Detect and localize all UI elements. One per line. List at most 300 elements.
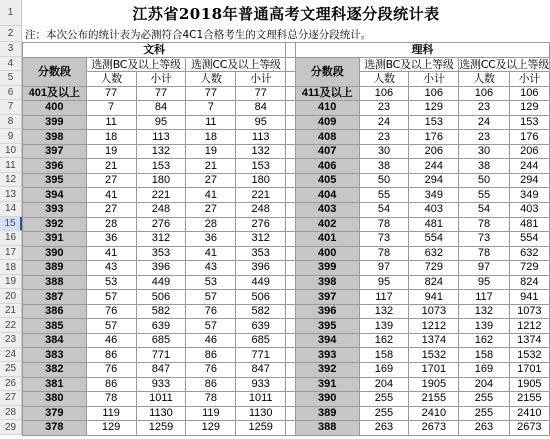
like-score-cell[interactable]: 390	[295, 392, 359, 407]
wenke-value-cell[interactable]: 27	[186, 203, 236, 218]
like-value-cell[interactable]: 2155	[409, 392, 459, 407]
gap-cell	[286, 246, 296, 261]
like-score-cell[interactable]: 410	[295, 101, 359, 116]
row-number[interactable]: 12	[0, 173, 22, 188]
wenke-score-cell[interactable]: 401及以上	[23, 86, 87, 101]
wenke-value-cell[interactable]: 7	[86, 101, 136, 116]
like-score-cell[interactable]: 405	[295, 173, 359, 188]
wenke-score-cell[interactable]: 381	[23, 377, 87, 392]
wenke-value-cell[interactable]: 276	[236, 217, 286, 232]
like-value-cell[interactable]: 78	[359, 246, 409, 261]
like-value-cell[interactable]: 106	[409, 86, 459, 101]
like-score-cell[interactable]: 408	[295, 130, 359, 145]
like-value-cell[interactable]: 117	[359, 290, 409, 305]
like-value-cell[interactable]: 23	[459, 130, 509, 145]
wenke-value-cell[interactable]: 248	[236, 203, 286, 218]
wenke-value-cell[interactable]: 21	[186, 159, 236, 174]
row-number[interactable]: 20	[0, 289, 22, 304]
wenke-value-cell[interactable]: 685	[236, 333, 286, 348]
wenke-value-cell[interactable]: 27	[186, 173, 236, 188]
wenke-value-cell[interactable]: 113	[236, 130, 286, 145]
wenke-cc-sum-header[interactable]: 小计	[236, 72, 286, 87]
wenke-value-cell[interactable]: 180	[236, 173, 286, 188]
row-number[interactable]: 6	[0, 86, 22, 101]
wenke-score-cell[interactable]: 378	[23, 421, 87, 436]
like-value-cell[interactable]: 244	[509, 159, 549, 174]
wenke-value-cell[interactable]: 18	[86, 130, 136, 145]
like-value-cell[interactable]: 38	[459, 159, 509, 174]
like-value-cell[interactable]: 1701	[509, 363, 549, 378]
row-number[interactable]: 3	[0, 42, 22, 57]
like-score-cell[interactable]: 391	[295, 377, 359, 392]
wenke-value-cell[interactable]: 53	[86, 275, 136, 290]
wenke-value-cell[interactable]: 771	[236, 348, 286, 363]
wenke-value-cell[interactable]: 36	[186, 232, 236, 247]
like-score-cell[interactable]: 388	[295, 421, 359, 436]
like-value-cell[interactable]: 50	[459, 173, 509, 188]
like-score-cell[interactable]: 404	[295, 188, 359, 203]
like-score-cell[interactable]: 400	[295, 246, 359, 261]
wenke-score-cell[interactable]: 379	[23, 406, 87, 421]
like-value-cell[interactable]: 255	[359, 392, 409, 407]
like-cc-sum-header[interactable]: 小计	[509, 72, 549, 87]
like-value-cell[interactable]: 554	[409, 232, 459, 247]
wenke-score-cell[interactable]: 399	[23, 115, 87, 130]
wenke-value-cell[interactable]: 77	[186, 86, 236, 101]
like-group-cc[interactable]: 选测CC及以上等级	[459, 57, 549, 71]
wenke-value-cell[interactable]: 11	[86, 115, 136, 130]
wenke-score-cell[interactable]: 383	[23, 348, 87, 363]
like-value-cell[interactable]: 263	[359, 421, 409, 436]
like-value-cell[interactable]: 1905	[409, 377, 459, 392]
row-number[interactable]: 26	[0, 377, 22, 392]
wenke-value-cell[interactable]: 153	[136, 159, 186, 174]
wenke-value-cell[interactable]: 57	[186, 319, 236, 334]
wenke-value-cell[interactable]: 639	[136, 319, 186, 334]
row-number[interactable]: 5	[0, 71, 22, 86]
wenke-value-cell[interactable]: 353	[136, 246, 186, 261]
like-value-cell[interactable]: 2673	[509, 421, 549, 436]
wenke-value-cell[interactable]: 582	[236, 304, 286, 319]
wenke-value-cell[interactable]: 276	[136, 217, 186, 232]
like-value-cell[interactable]: 349	[409, 188, 459, 203]
row-number[interactable]: 1	[0, 0, 22, 26]
like-score-cell[interactable]: 409	[295, 115, 359, 130]
wenke-value-cell[interactable]: 1259	[136, 421, 186, 436]
wenke-value-cell[interactable]: 685	[136, 333, 186, 348]
wenke-value-cell[interactable]: 36	[86, 232, 136, 247]
like-value-cell[interactable]: 95	[459, 275, 509, 290]
wenke-score-cell[interactable]: 395	[23, 173, 87, 188]
wenke-value-cell[interactable]: 248	[136, 203, 186, 218]
wenke-value-cell[interactable]: 1011	[236, 392, 286, 407]
wenke-value-cell[interactable]: 180	[136, 173, 186, 188]
wenke-value-cell[interactable]: 7	[186, 101, 236, 116]
wenke-value-cell[interactable]: 57	[186, 290, 236, 305]
wenke-value-cell[interactable]: 46	[86, 333, 136, 348]
row-number[interactable]: 11	[0, 158, 22, 173]
wenke-cc-count-header[interactable]: 人数	[186, 72, 236, 87]
like-value-cell[interactable]: 117	[459, 290, 509, 305]
row-number[interactable]: 24	[0, 348, 22, 363]
wenke-value-cell[interactable]: 76	[186, 363, 236, 378]
row-number[interactable]: 16	[0, 231, 22, 246]
sheet-title[interactable]: 江苏省2018年普通高考文理科逐分段统计表	[132, 4, 440, 23]
like-value-cell[interactable]: 1532	[509, 348, 549, 363]
like-value-cell[interactable]: 2673	[409, 421, 459, 436]
wenke-score-cell[interactable]: 390	[23, 246, 87, 261]
row-number[interactable]: 8	[0, 115, 22, 130]
wenke-value-cell[interactable]: 449	[136, 275, 186, 290]
like-value-cell[interactable]: 1212	[409, 319, 459, 334]
wenke-score-cell[interactable]: 384	[23, 333, 87, 348]
wenke-score-cell[interactable]: 398	[23, 130, 87, 145]
like-value-cell[interactable]: 24	[459, 115, 509, 130]
table-row	[23, 290, 550, 305]
score-table	[22, 42, 550, 436]
like-score-cell[interactable]: 392	[295, 363, 359, 378]
like-score-cell[interactable]: 397	[295, 290, 359, 305]
wenke-value-cell[interactable]: 11	[186, 115, 236, 130]
like-value-cell[interactable]: 481	[509, 217, 549, 232]
like-value-cell[interactable]: 941	[509, 290, 549, 305]
wenke-score-cell[interactable]: 394	[23, 188, 87, 203]
wenke-value-cell[interactable]: 847	[236, 363, 286, 378]
wenke-value-cell[interactable]: 95	[136, 115, 186, 130]
row-number[interactable]: 23	[0, 333, 22, 348]
row-number[interactable]: 21	[0, 304, 22, 319]
wenke-group-cc[interactable]: 选测CC及以上等级	[186, 57, 286, 72]
wenke-group-bc[interactable]: 选测BC及以上等级	[86, 57, 186, 72]
like-score-cell[interactable]: 406	[295, 159, 359, 174]
like-value-cell[interactable]: 2155	[509, 392, 549, 407]
like-value-cell[interactable]: 1905	[509, 377, 549, 392]
like-value-cell[interactable]: 349	[509, 188, 549, 203]
like-value-cell[interactable]: 1374	[509, 333, 549, 348]
wenke-value-cell[interactable]: 119	[186, 406, 236, 421]
wenke-score-cell[interactable]: 391	[23, 232, 87, 247]
like-value-cell[interactable]: 129	[409, 101, 459, 116]
like-value-cell[interactable]: 50	[359, 173, 409, 188]
wenke-value-cell[interactable]: 396	[136, 261, 186, 276]
like-score-cell[interactable]: 393	[295, 348, 359, 363]
like-value-cell[interactable]: 132	[359, 304, 409, 319]
wenke-value-cell[interactable]: 221	[236, 188, 286, 203]
like-score-cell[interactable]: 401	[295, 232, 359, 247]
like-value-cell[interactable]: 169	[459, 363, 509, 378]
like-value-cell[interactable]: 204	[459, 377, 509, 392]
like-score-cell[interactable]: 403	[295, 203, 359, 218]
wenke-value-cell[interactable]: 28	[86, 217, 136, 232]
row-number[interactable]: 29	[0, 420, 22, 435]
wenke-value-cell[interactable]: 53	[186, 275, 236, 290]
wenke-value-cell[interactable]: 132	[136, 144, 186, 159]
wenke-value-cell[interactable]: 19	[186, 144, 236, 159]
wenke-score-cell[interactable]: 387	[23, 290, 87, 305]
wenke-value-cell[interactable]: 312	[236, 232, 286, 247]
wenke-value-cell[interactable]: 132	[236, 144, 286, 159]
like-value-cell[interactable]: 54	[459, 203, 509, 218]
like-value-cell[interactable]: 403	[409, 203, 459, 218]
like-score-cell[interactable]: 395	[295, 319, 359, 334]
wenke-value-cell[interactable]: 1130	[236, 406, 286, 421]
like-value-cell[interactable]: 481	[409, 217, 459, 232]
like-value-cell[interactable]: 1374	[409, 333, 459, 348]
wenke-value-cell[interactable]: 86	[86, 348, 136, 363]
like-score-cell[interactable]: 411及以上	[295, 86, 359, 101]
like-value-cell[interactable]: 162	[359, 333, 409, 348]
wenke-value-cell[interactable]: 57	[86, 290, 136, 305]
like-value-cell[interactable]: 176	[509, 130, 549, 145]
wenke-value-cell[interactable]: 119	[86, 406, 136, 421]
row-number[interactable]: 19	[0, 275, 22, 290]
like-value-cell[interactable]: 632	[509, 246, 549, 261]
like-value-cell[interactable]: 403	[509, 203, 549, 218]
wenke-header[interactable]: 文科	[23, 43, 286, 58]
wenke-value-cell[interactable]: 76	[86, 363, 136, 378]
like-value-cell[interactable]: 95	[359, 275, 409, 290]
table-row	[23, 173, 550, 188]
like-value-cell[interactable]: 255	[359, 406, 409, 421]
like-score-cell[interactable]: 398	[295, 275, 359, 290]
wenke-value-cell[interactable]: 353	[236, 246, 286, 261]
wenke-score-cell[interactable]: 392	[23, 217, 87, 232]
like-score-cell[interactable]: 389	[295, 406, 359, 421]
like-bc-count-header[interactable]: 人数	[359, 72, 409, 87]
like-value-cell[interactable]: 38	[359, 159, 409, 174]
wenke-value-cell[interactable]: 847	[136, 363, 186, 378]
table-row	[23, 232, 550, 247]
like-seg-header[interactable]: 分数段	[295, 57, 359, 86]
like-value-cell[interactable]: 97	[359, 261, 409, 276]
wenke-value-cell[interactable]: 639	[236, 319, 286, 334]
wenke-value-cell[interactable]: 129	[86, 421, 136, 436]
wenke-value-cell[interactable]: 41	[86, 246, 136, 261]
row-number[interactable]: 28	[0, 406, 22, 421]
like-value-cell[interactable]: 1073	[509, 304, 549, 319]
wenke-value-cell[interactable]: 1130	[136, 406, 186, 421]
like-value-cell[interactable]: 97	[459, 261, 509, 276]
like-score-cell[interactable]: 396	[295, 304, 359, 319]
like-value-cell[interactable]: 941	[409, 290, 459, 305]
row-number[interactable]: 7	[0, 100, 22, 115]
wenke-score-cell[interactable]: 396	[23, 159, 87, 174]
wenke-value-cell[interactable]: 1259	[236, 421, 286, 436]
wenke-value-cell[interactable]: 76	[186, 304, 236, 319]
wenke-score-cell[interactable]: 397	[23, 144, 87, 159]
wenke-value-cell[interactable]: 933	[236, 377, 286, 392]
like-value-cell[interactable]: 106	[359, 86, 409, 101]
like-value-cell[interactable]: 632	[409, 246, 459, 261]
like-value-cell[interactable]: 729	[409, 261, 459, 276]
wenke-value-cell[interactable]: 18	[186, 130, 236, 145]
like-value-cell[interactable]: 2410	[509, 406, 549, 421]
like-value-cell[interactable]: 139	[359, 319, 409, 334]
wenke-value-cell[interactable]: 78	[86, 392, 136, 407]
table-row	[23, 217, 550, 232]
like-score-cell[interactable]: 402	[295, 217, 359, 232]
wenke-value-cell[interactable]: 19	[86, 144, 136, 159]
like-value-cell[interactable]: 294	[409, 173, 459, 188]
wenke-value-cell[interactable]: 86	[186, 348, 236, 363]
wenke-score-cell[interactable]: 393	[23, 203, 87, 218]
like-value-cell[interactable]: 153	[509, 115, 549, 130]
wenke-score-cell[interactable]: 388	[23, 275, 87, 290]
like-value-cell[interactable]: 729	[509, 261, 549, 276]
wenke-value-cell[interactable]: 95	[236, 115, 286, 130]
wenke-value-cell[interactable]: 77	[86, 86, 136, 101]
wenke-value-cell[interactable]: 506	[236, 290, 286, 305]
like-value-cell[interactable]: 206	[509, 144, 549, 159]
like-value-cell[interactable]: 23	[359, 101, 409, 116]
like-score-cell[interactable]: 407	[295, 144, 359, 159]
wenke-seg-header[interactable]: 分数段	[23, 57, 87, 86]
wenke-value-cell[interactable]: 41	[86, 188, 136, 203]
like-value-cell[interactable]: 1212	[509, 319, 549, 334]
wenke-value-cell[interactable]: 46	[186, 333, 236, 348]
like-value-cell[interactable]: 263	[459, 421, 509, 436]
wenke-value-cell[interactable]: 771	[136, 348, 186, 363]
wenke-value-cell[interactable]: 449	[236, 275, 286, 290]
wenke-value-cell[interactable]: 86	[86, 377, 136, 392]
row-number[interactable]: 15	[0, 217, 22, 232]
like-value-cell[interactable]: 23	[359, 130, 409, 145]
wenke-value-cell[interactable]: 84	[236, 101, 286, 116]
wenke-value-cell[interactable]: 77	[136, 86, 186, 101]
like-value-cell[interactable]: 24	[359, 115, 409, 130]
wenke-value-cell[interactable]: 1011	[136, 392, 186, 407]
like-score-cell[interactable]: 394	[295, 333, 359, 348]
like-value-cell[interactable]: 78	[359, 217, 409, 232]
wenke-value-cell[interactable]: 506	[136, 290, 186, 305]
wenke-value-cell[interactable]: 41	[186, 246, 236, 261]
like-value-cell[interactable]: 73	[359, 232, 409, 247]
row-number[interactable]: 4	[0, 57, 22, 72]
wenke-score-cell[interactable]: 389	[23, 261, 87, 276]
like-value-cell[interactable]: 162	[459, 333, 509, 348]
wenke-bc-count-header[interactable]: 人数	[86, 72, 136, 87]
gap-cell	[286, 232, 296, 247]
wenke-value-cell[interactable]: 84	[136, 101, 186, 116]
like-value-cell[interactable]: 294	[509, 173, 549, 188]
wenke-value-cell[interactable]: 221	[136, 188, 186, 203]
like-value-cell[interactable]: 206	[409, 144, 459, 159]
wenke-value-cell[interactable]: 28	[186, 217, 236, 232]
wenke-value-cell[interactable]: 43	[186, 261, 236, 276]
wenke-value-cell[interactable]: 312	[136, 232, 186, 247]
like-header[interactable]: 理科	[295, 43, 549, 58]
like-value-cell[interactable]: 1532	[409, 348, 459, 363]
wenke-score-cell[interactable]: 400	[23, 101, 87, 116]
like-value-cell[interactable]: 1073	[409, 304, 459, 319]
gap-cell	[286, 173, 296, 188]
like-value-cell[interactable]: 55	[359, 188, 409, 203]
wenke-score-cell[interactable]: 380	[23, 392, 87, 407]
like-value-cell[interactable]: 176	[409, 130, 459, 145]
wenke-score-cell[interactable]: 386	[23, 304, 87, 319]
gap-cell	[286, 421, 296, 436]
wenke-value-cell[interactable]: 396	[236, 261, 286, 276]
wenke-value-cell[interactable]: 76	[86, 304, 136, 319]
like-group-bc[interactable]: 选测BC及以上等级	[359, 57, 459, 72]
like-value-cell[interactable]: 54	[359, 203, 409, 218]
like-value-cell[interactable]: 78	[459, 246, 509, 261]
wenke-value-cell[interactable]: 57	[86, 319, 136, 334]
like-value-cell[interactable]: 2410	[409, 406, 459, 421]
table-row	[23, 421, 550, 436]
wenke-value-cell[interactable]: 153	[236, 159, 286, 174]
gap-cell	[286, 304, 296, 319]
like-value-cell[interactable]: 106	[509, 86, 549, 101]
like-value-cell[interactable]: 73	[459, 232, 509, 247]
row-number[interactable]: 2	[0, 26, 22, 42]
row-number[interactable]: 14	[0, 202, 22, 217]
like-value-cell[interactable]: 106	[459, 86, 509, 101]
wenke-value-cell[interactable]: 27	[86, 203, 136, 218]
like-value-cell[interactable]: 158	[459, 348, 509, 363]
like-value-cell[interactable]: 132	[459, 304, 509, 319]
row-number[interactable]: 17	[0, 246, 22, 261]
gap-cell	[286, 203, 296, 218]
wenke-value-cell[interactable]: 41	[186, 188, 236, 203]
wenke-value-cell[interactable]: 43	[86, 261, 136, 276]
like-score-cell[interactable]: 399	[295, 261, 359, 276]
row-number[interactable]: 22	[0, 318, 22, 333]
like-value-cell[interactable]: 244	[409, 159, 459, 174]
wenke-value-cell[interactable]: 78	[186, 392, 236, 407]
like-bc-sum-header[interactable]: 小计	[409, 72, 459, 87]
like-value-cell[interactable]: 78	[459, 217, 509, 232]
table-row	[23, 246, 550, 261]
like-value-cell[interactable]: 158	[359, 348, 409, 363]
like-value-cell[interactable]: 1701	[409, 363, 459, 378]
wenke-value-cell[interactable]: 113	[136, 130, 186, 145]
like-cc-count-header[interactable]: 人数	[459, 72, 509, 87]
wenke-score-cell[interactable]: 385	[23, 319, 87, 334]
like-value-cell[interactable]: 30	[359, 144, 409, 159]
like-value-cell[interactable]: 255	[459, 392, 509, 407]
like-value-cell[interactable]: 204	[359, 377, 409, 392]
like-value-cell[interactable]: 55	[459, 188, 509, 203]
row-number[interactable]: 13	[0, 188, 22, 203]
wenke-value-cell[interactable]: 933	[136, 377, 186, 392]
sheet-note[interactable]: 注：本次公布的统计表为必测符合4C1合格考生的文理科总分逐分段统计。	[25, 28, 372, 41]
wenke-bc-sum-header[interactable]: 小计	[136, 72, 186, 87]
like-value-cell[interactable]: 139	[459, 319, 509, 334]
row-number[interactable]: 27	[0, 391, 22, 406]
wenke-score-cell[interactable]: 382	[23, 363, 87, 378]
like-value-cell[interactable]: 30	[459, 144, 509, 159]
like-value-cell[interactable]: 824	[409, 275, 459, 290]
wenke-value-cell[interactable]: 86	[186, 377, 236, 392]
like-value-cell[interactable]: 824	[509, 275, 549, 290]
wenke-value-cell[interactable]: 77	[236, 86, 286, 101]
like-value-cell[interactable]: 255	[459, 406, 509, 421]
row-number[interactable]: 9	[0, 129, 22, 144]
row-number[interactable]: 25	[0, 362, 22, 377]
wenke-value-cell[interactable]: 27	[86, 173, 136, 188]
like-value-cell[interactable]: 169	[359, 363, 409, 378]
row-number[interactable]: 10	[0, 144, 22, 159]
like-value-cell[interactable]: 554	[509, 232, 549, 247]
wenke-value-cell[interactable]: 582	[136, 304, 186, 319]
like-value-cell[interactable]: 129	[509, 101, 549, 116]
wenke-value-cell[interactable]: 129	[186, 421, 236, 436]
like-value-cell[interactable]: 153	[409, 115, 459, 130]
row-number[interactable]: 18	[0, 260, 22, 275]
like-value-cell[interactable]: 23	[459, 101, 509, 116]
wenke-value-cell[interactable]: 21	[86, 159, 136, 174]
